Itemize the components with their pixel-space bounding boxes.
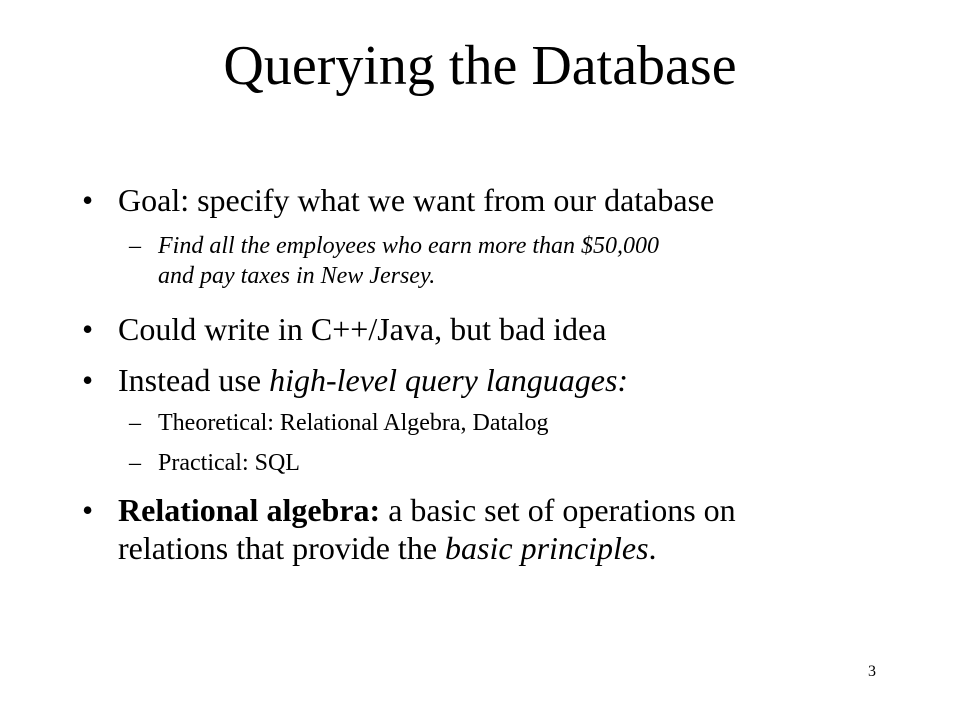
bullet-instead-use-italic: high-level query languages: (269, 362, 629, 398)
bullet-instead-use-plain: Instead use (118, 362, 270, 398)
dash-icon: – (129, 233, 141, 259)
bullet-could-write-text: Could write in C++/Java, but bad idea (118, 311, 607, 347)
dash-icon: – (129, 450, 141, 476)
slide-title: Querying the Database (223, 35, 737, 97)
bullet-instead-use (82, 361, 908, 399)
subbullet-find-employees-line2: and pay taxes in New Jersey. (158, 263, 436, 289)
subbullet-find-employees-line1: Find all the employees who earn more than $50,000 (158, 233, 660, 259)
subbullet-practical-text: Practical: SQL (158, 450, 300, 476)
bullet-icon: • (82, 311, 94, 347)
bullet-goal (82, 181, 908, 219)
page-number: 3 (868, 663, 876, 680)
bullet-relational-algebra-line1-rest: a basic set of operations on (380, 492, 736, 528)
bullet-relational-algebra (82, 491, 908, 567)
dash-icon: – (129, 410, 141, 436)
bullet-relational-algebra-line2-italic: basic principles (445, 530, 649, 566)
subbullet-find-employees (129, 231, 858, 291)
subbullet-theoretical (129, 408, 858, 438)
bullet-icon: • (82, 182, 94, 218)
bullet-goal-text: Goal: specify what we want from our database (118, 182, 715, 218)
subbullet-practical (129, 448, 858, 478)
bullet-icon: • (82, 362, 94, 398)
bullet-relational-algebra-bold: Relational algebra: (118, 492, 381, 528)
subbullet-theoretical-text: Theoretical: Relational Algebra, Datalog (158, 410, 549, 436)
bullet-icon: • (82, 492, 94, 528)
bullet-relational-algebra-line2-plain: relations that provide the (118, 530, 446, 566)
bullet-could-write (82, 310, 908, 348)
bullet-relational-algebra-line2-end: . (648, 530, 657, 566)
